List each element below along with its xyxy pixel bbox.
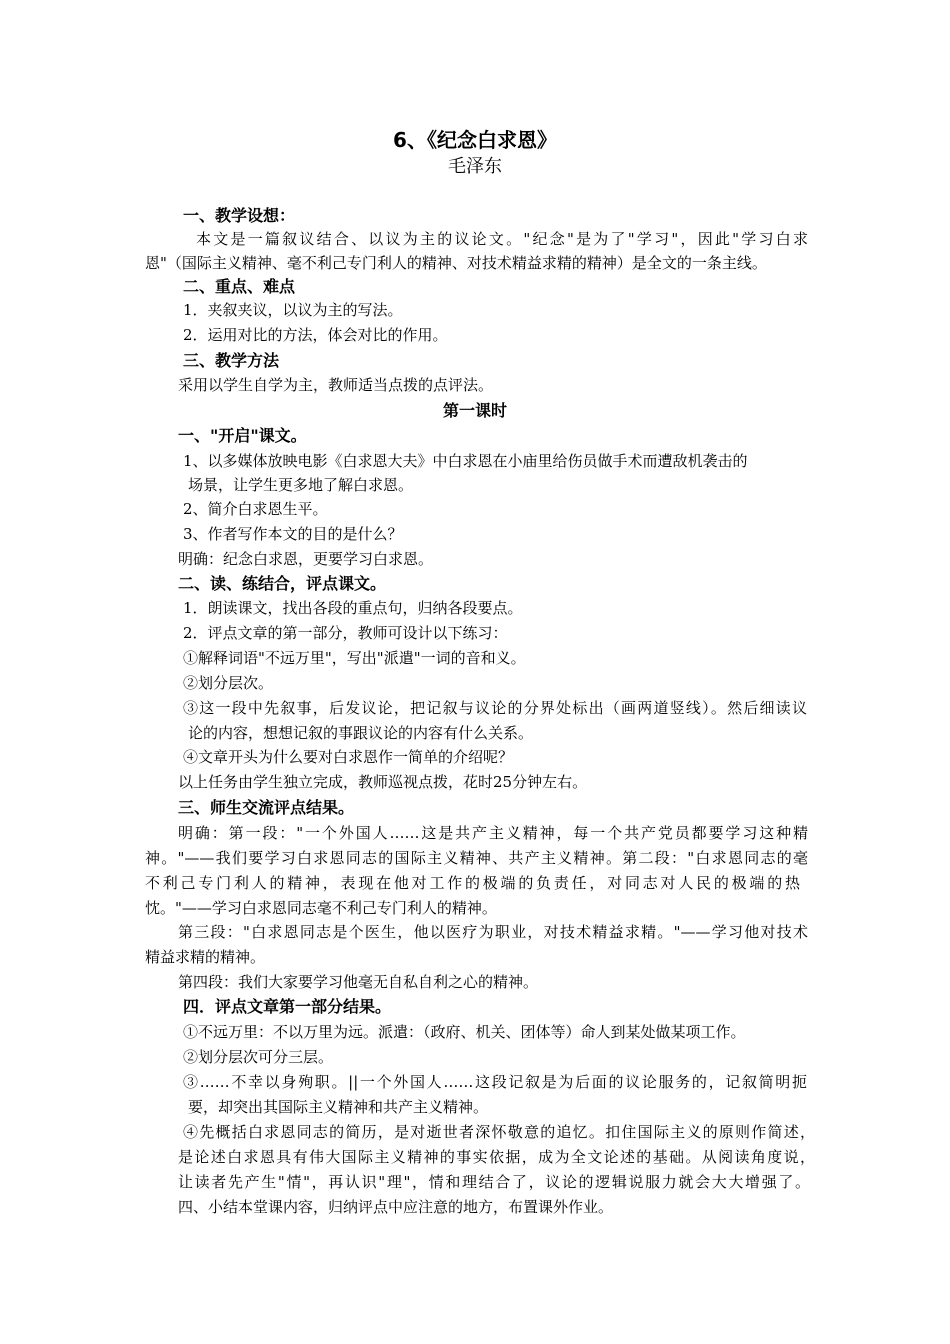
heading-exchange-results: 三、师生交流评点结果。 [178,798,355,817]
lesson-heading: 第一课时 [442,401,507,420]
exercise-item-continuation: 要，却突出其国际主义精神和共产主义精神。 [188,1098,489,1116]
heading-open-text: 一、"开启"课文。 [178,426,307,445]
note-line: 以上任务由学生独立完成，教师巡视点拨，花时25分钟左右。 [178,773,588,791]
paragraph-line: 明确：第一段："一个外国人……这是共产主义精神，每一个共产党员都要学习这种精 [178,824,808,842]
list-item: 1．夹叙夹议，以议为主的写法。 [183,301,403,319]
paragraph-line: 第四段：我们大家要学习他毫无自私自利之心的精神。 [178,973,539,991]
exercise-item: ②划分层次。 [183,674,274,692]
exercise-item-continuation: 论的内容，想想记叙的事跟议论的内容有什么关系。 [188,724,534,742]
document-title: 6、《纪念白求恩》 [393,128,557,152]
paragraph-line: 忱。"——学习白求恩同志毫不利己专门利人的精神。 [145,899,497,917]
list-item: 2．运用对比的方法，体会对比的作用。 [183,326,448,344]
list-item: 2．评点文章的第一部分，教师可设计以下练习： [183,624,508,642]
list-item-continuation: 场景，让学生更多地了解白求恩。 [188,476,414,494]
summary-line: 四、小结本堂课内容，归纳评点中应注意的地方，布置课外作业。 [178,1198,614,1216]
paragraph-line: 采用以学生自学为主，教师适当点拨的点评法。 [178,376,494,394]
list-item: 3、作者写作本文的目的是什么？ [183,525,403,543]
paragraph-line: 不利己专门利人的精神，表现在他对工作的极端的负责任，对同志对人民的极端的热 [145,874,800,892]
list-item: 2、简介白求恩生平。 [183,500,328,518]
document-author: 毛泽东 [448,156,502,177]
exercise-item: ②划分层次可分三层。 [183,1048,334,1066]
exercise-item: ①不远万里：不以万里为远。派遣：（政府、机关、团体等）命人到某处做某项工作。 [183,1023,746,1041]
heading-review-results: 四．评点文章第一部分结果。 [183,997,392,1016]
heading-teaching-idea: 一、教学设想： [183,206,296,225]
exercise-item: ③这一段中先叙事，后发议论，把记叙与议论的分界处标出（画两道竖线）。然后细读议 [183,699,807,717]
paragraph-line: 精益求精的精神。 [145,948,266,966]
exercise-item: ④先概括白求恩同志的简历，是对逝世者深怀敬意的追忆。扣住国际主义的原则作简述， [183,1123,815,1141]
exercise-item-continuation: 是论述白求恩具有伟大国际主义精神的事实依据，成为全文论述的基础。从阅读角度说， [178,1148,815,1166]
exercise-item: ①解释词语"不远万里"，写出"派遣"一词的音和义。 [183,649,526,667]
exercise-item: ④文章开头为什么要对白求恩作一简单的介绍呢？ [183,748,514,766]
exercise-item: ③……不幸以身殉职。||一个外国人……这段记叙是为后面的议论服务的，记叙简明扼 [183,1073,807,1091]
answer-line: 明确：纪念白求恩，更要学习白求恩。 [178,550,434,568]
list-item: 1、以多媒体放映电影《白求恩大夫》中白求恩在小庙里给伤员做手术而遭敌机袭击的 [183,452,748,470]
heading-read-practice: 二、读、练结合，评点课文。 [178,574,387,593]
list-item: 1．朗读课文，找出各段的重点句，归纳各段要点。 [183,599,523,617]
paragraph-line: 神。"——我们要学习白求恩同志的国际主义精神、共产主义精神。第二段："白求恩同志的毫 [145,849,808,867]
exercise-item-continuation: 让读者先产生"情"，再认识"理"，情和理结合了，议论的逻辑说服力就会大大增强了。 [178,1173,810,1191]
paragraph-line: 本文是一篇叙议结合、以议为主的议论文。"纪念"是为了"学习"，因此"学习白求 [196,230,808,248]
paragraph-line: 恩"（国际主义精神、毫不利己专门利人的精神、对技术精益求精的精神）是全文的一条主线。 [145,254,767,272]
heading-key-points: 二、重点、难点 [183,277,296,296]
heading-teaching-method: 三、教学方法 [183,351,280,370]
paragraph-line: 第三段："白求恩同志是个医生，他以医疗为职业，对技术精益求精。"——学习他对技术 [178,923,808,941]
